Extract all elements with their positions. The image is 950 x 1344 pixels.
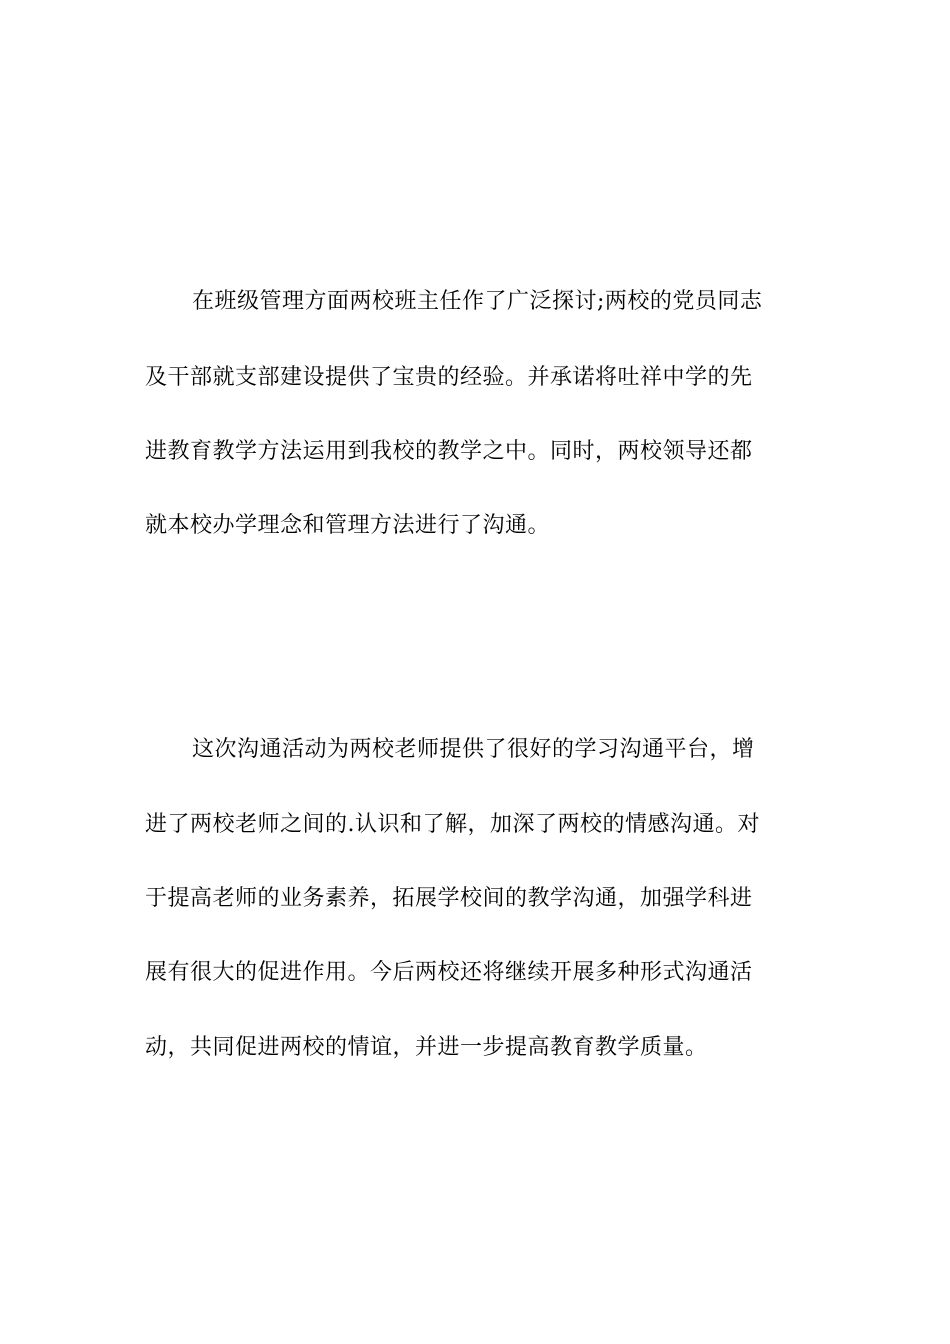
paragraph-line: 就本校办学理念和管理方法进行了沟通。 <box>145 513 551 538</box>
paragraph-line: 动，共同促进两校的情谊，并进一步提高教育教学质量。 <box>145 1035 708 1060</box>
paragraph-line: 进了两校老师之间的.认识和了解，加深了两校的情感沟通。对 <box>145 812 760 837</box>
paragraph-line: 在班级管理方面两校班主任作了广泛探讨;两校的党员同志 <box>192 289 763 314</box>
paragraph-line: 及干部就支部建设提供了宝贵的经验。并承诺将吐祥中学的先 <box>145 365 753 390</box>
paragraph-line: 于提高老师的业务素养，拓展学校间的教学沟通，加强学科进 <box>145 886 753 911</box>
paragraph-line: 展有很大的促进作用。今后两校还将继续开展多种形式沟通活 <box>145 960 753 985</box>
paragraph-line: 这次沟通活动为两校老师提供了很好的学习沟通平台，增 <box>192 737 755 762</box>
paragraph-line: 进教育教学方法运用到我校的教学之中。同时，两校领导还都 <box>145 439 753 464</box>
